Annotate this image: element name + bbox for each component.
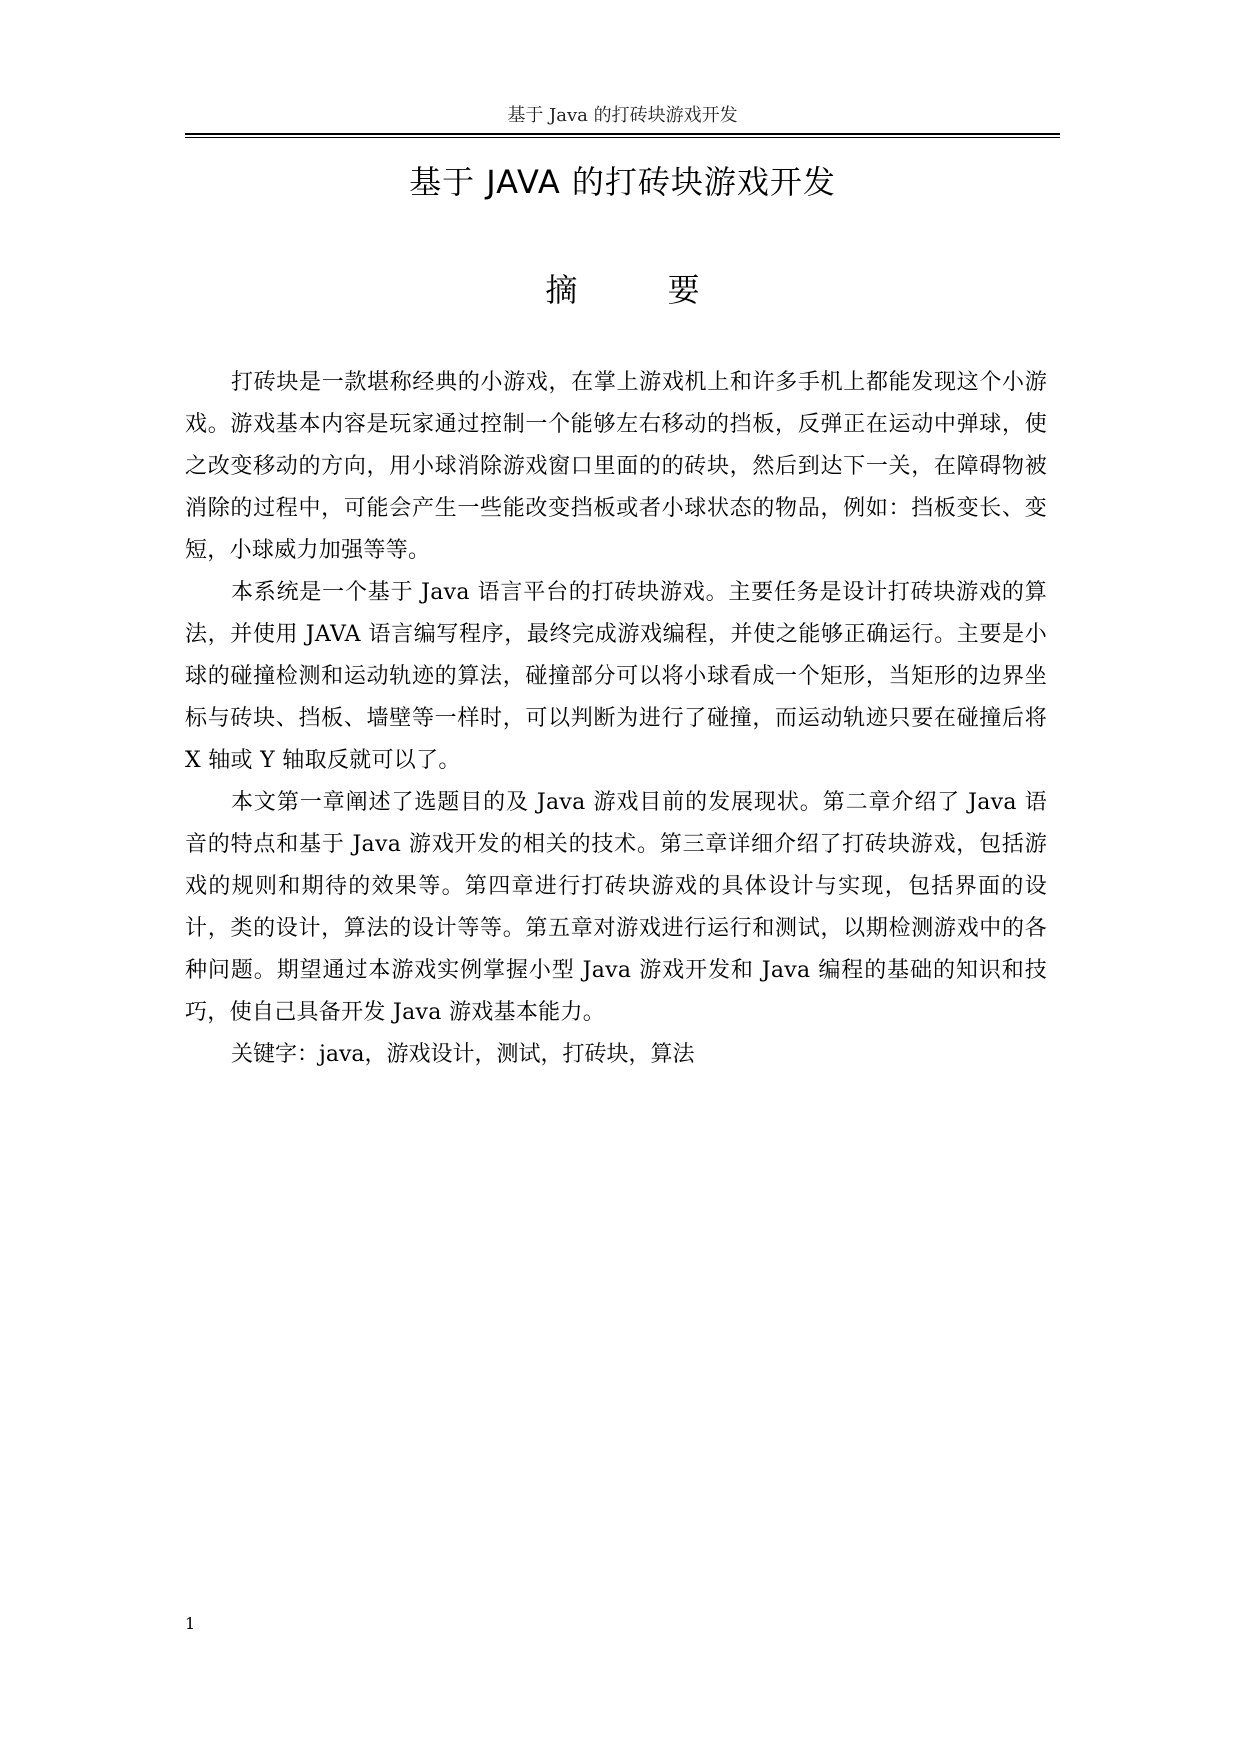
abstract-heading: 摘 要: [545, 271, 740, 309]
abstract-paragraph-1: 打砖块是一款堪称经典的小游戏，在掌上游戏机上和许多手机上都能发现这个小游戏。游戏基本内容是玩家通过控制一个能够左右移动的挡板，反弹正在运动中弹球，使之改变移动的方向，用小球消除游戏窗口里面的的砖块，然后到达下一关，在障碍物被消除的过程中，可能会产生一些能改变挡板或者小球状态的物品，例如：挡板变长、变短，小球威力加强等等。: [185, 370, 1047, 563]
document-title: 基于 JAVA 的打砖块游戏开发: [409, 163, 836, 201]
header-rule-thick: [185, 133, 1060, 135]
page-number: 1: [185, 1614, 196, 1633]
running-header: 基于 Java 的打砖块游戏开发: [507, 105, 738, 126]
abstract-paragraph-2: 本系统是一个基于 Java 语言平台的打砖块游戏。主要任务是设计打砖块游戏的算法，并使用 JAVA 语言编写程序，最终完成游戏编程，并使之能够正确运行。主要是小球的碰撞检测和运动轨迹的算法，碰撞部分可以将小球看成一个矩形，当矩形的边界坐标与砖块、挡板、墙壁等一样时，可以判断为进行了碰撞，而运动轨迹只要在碰撞后将 X 轴或 Y 轴取反就可以了。: [185, 580, 1047, 773]
abstract-paragraph-3: 本文第一章阐述了选题目的及 Java 游戏目前的发展现状。第二章介绍了 Java 语音的特点和基于 Java 游戏开发的相关的技术。第三章详细介绍了打砖块游戏，包括游戏的规则和期待的效果等。第四章进行打砖块游戏的具体设计与实现，包括界面的设计，类的设计，算法的设计等等。第五章对游戏进行运行和测试，以期检测游戏中的各种问题。期望通过本游戏实例掌握小型 Java 游戏开发和 Java 编程的基础的知识和技巧，使自己具备开发 Java 游戏基本能力。: [185, 790, 1047, 1025]
header-rule-thin: [185, 137, 1060, 138]
keywords-line: 关键字：java，游戏设计，测试，打砖块，算法: [231, 1042, 695, 1067]
abstract-body: [185, 362, 1047, 1076]
